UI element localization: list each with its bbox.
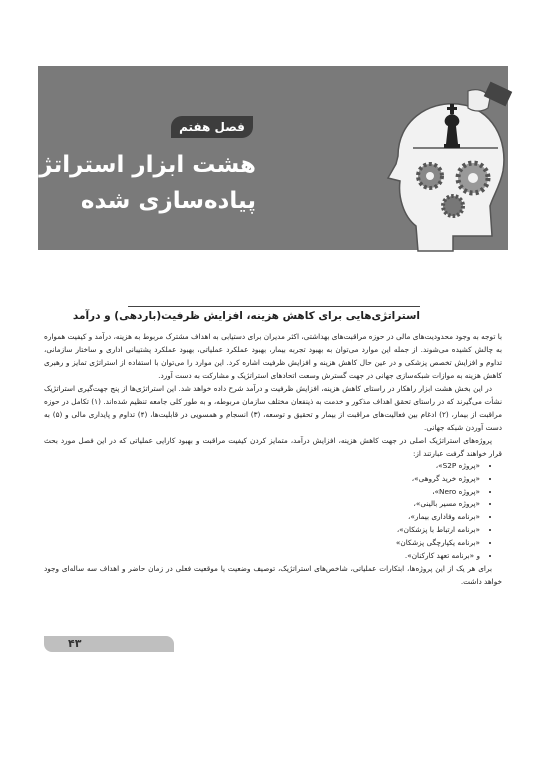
section-heading: استراتژی‌هایی برای کاهش هزینه، افزایش ظرفیت(باردهی) و درآمد (128, 306, 420, 322)
chapter-banner (7, 66, 508, 250)
list-item: • «پروژه مسیر بالینی»، (44, 498, 480, 511)
project-list (44, 460, 502, 562)
paragraph: در این بخش هشت ابزار راهکار در راستای کاهش هزینه، افزایش ظرفیت و درآمد شرح داده خواهد شد. این استراتژی‌ها از پنج جهت‌گیری استراتژیک نشأت می‌گیرند که در راستای تحقق اهداف مذکور و خدمت به ذینفعان مختلف سازمان مربوطه، و به طور کلی جامعه تنظیم شده‌اند. (۱) تکامل در حوزه مراقبت از بیمار، (۲) ادغام بین فعالیت‌های مراقبت از بیمار و تحقیق و توسعه، (۳) انسجام و همسویی در قابلیت‌ها، (۴) تداوم و پایداری مالی و (۵) به دست آوردن شبکه جهانی. (44, 384, 503, 432)
list-item: • «برنامه وفاداری بیمار»، (44, 511, 480, 524)
chapter-label: فصل هفتم (171, 116, 253, 138)
body-text (44, 330, 502, 588)
list-item: • «برنامه ارتباط با پزشکان»، (44, 524, 480, 537)
list-item: • «پروژه خرید گروهی»، (44, 473, 480, 486)
closing-paragraph: برای هر یک از این پروژه‌ها، ابتکارات عملیاتی، شاخص‌های استراتژیک، توصیف وضعیت یا موقعیت فعلی در زمان حاضر و اهداف سه ساله‌ای وجود خواهد داشت. (44, 564, 502, 587)
list-item: • «پروژه Nero»، (44, 486, 480, 499)
list-item: • «برنامه یکپارچگی پزشکان» (44, 537, 480, 550)
list-item: • و «برنامه تعهد کارکنان». (44, 550, 480, 563)
list-item: • «پروژه S2P»، (44, 460, 480, 473)
head-chess-gears-icon (358, 86, 518, 256)
paragraph: پروژه‌های استراتژیک اصلی در جهت کاهش هزینه، افزایش درآمد، متمایز کردن کیفیت مراقبت و بهبود کارایی عملیاتی که در این فصل مورد بحث قرار خواهند گرفت عبارتند از: (44, 436, 502, 458)
paragraph: با توجه به وجود محدودیت‌های مالی در حوزه مراقبت‌های بهداشتی، اکثر مدیران برای دستیابی به اهداف مشترک مربوط به هزینه، درآمد و کیفیت همواره به چالش کشیده می‌شوند. از جمله این موارد می‌توان به بهبود تجربه بیمار، بهبود عملکرد عملیاتی، بهبود عملکرد پشتیبانی اداری و ساختار سازمانی، تداوم و افزایش تخصص پزشکی و در عین حال کاهش هزینه و افزایش ظرفیت اشاره کرد. این موارد را می‌توان با استفاده از استراتژی تمایز و رهبری کاهش هزینه به موازات شبکه‌سازی جهانی در جهت گسترش وسعت اتحادهای استراتژیک و مشارکت به دست آورد. (44, 332, 502, 380)
chapter-title-line2: پیاده‌سازی شده (80, 188, 256, 214)
page-number: ۴۳ (68, 637, 82, 650)
footer-bar (44, 636, 174, 652)
chapter-title-line1: هشت ابزار استراتژیک (7, 152, 256, 178)
